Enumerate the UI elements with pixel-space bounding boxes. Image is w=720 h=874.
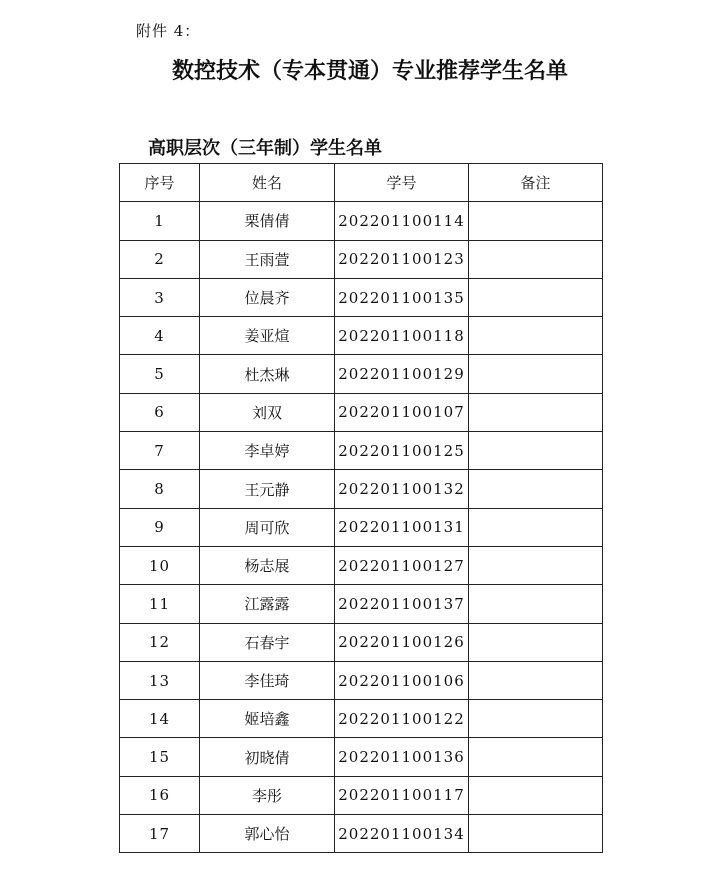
table-row	[120, 546, 603, 584]
cell-student-id: 202201100117	[335, 776, 469, 814]
cell-student-id: 202201100106	[335, 661, 469, 699]
table-row	[120, 700, 603, 738]
cell-name: 李彤	[200, 776, 335, 814]
cell-number: 4	[120, 317, 200, 355]
table-row	[120, 585, 603, 623]
cell-remarks	[469, 776, 603, 814]
cell-student-id: 202201100123	[335, 240, 469, 278]
cell-name: 刘双	[200, 393, 335, 431]
column-header-number: 序号	[120, 164, 200, 202]
cell-student-id: 202201100129	[335, 355, 469, 393]
cell-remarks	[469, 623, 603, 661]
cell-student-id: 202201100134	[335, 815, 469, 853]
table-body	[120, 202, 603, 853]
cell-student-id: 202201100135	[335, 278, 469, 316]
table-row	[120, 738, 603, 776]
cell-remarks	[469, 815, 603, 853]
cell-student-id: 202201100114	[335, 202, 469, 240]
cell-number: 2	[120, 240, 200, 278]
cell-number: 8	[120, 470, 200, 508]
cell-student-id: 202201100107	[335, 393, 469, 431]
cell-remarks	[469, 202, 603, 240]
cell-name: 姬培鑫	[200, 700, 335, 738]
cell-name: 江露露	[200, 585, 335, 623]
cell-number: 16	[120, 776, 200, 814]
cell-name: 杜杰琳	[200, 355, 335, 393]
cell-name: 初晓倩	[200, 738, 335, 776]
attachment-label: 附件 4：	[136, 22, 201, 40]
cell-name: 栗倩倩	[200, 202, 335, 240]
cell-number: 11	[120, 585, 200, 623]
cell-remarks	[469, 432, 603, 470]
table-row	[120, 776, 603, 814]
cell-name: 周可欣	[200, 508, 335, 546]
cell-number: 3	[120, 278, 200, 316]
cell-remarks	[469, 546, 603, 584]
table-row	[120, 508, 603, 546]
table-row	[120, 240, 603, 278]
cell-number: 6	[120, 393, 200, 431]
cell-remarks	[469, 738, 603, 776]
cell-remarks	[469, 317, 603, 355]
cell-remarks	[469, 700, 603, 738]
column-header-remarks: 备注	[469, 164, 603, 202]
cell-name: 石春宇	[200, 623, 335, 661]
cell-name: 王雨萱	[200, 240, 335, 278]
cell-student-id: 202201100132	[335, 470, 469, 508]
cell-student-id: 202201100125	[335, 432, 469, 470]
cell-number: 7	[120, 432, 200, 470]
cell-name: 位晨齐	[200, 278, 335, 316]
cell-remarks	[469, 585, 603, 623]
cell-name: 李佳琦	[200, 661, 335, 699]
table-row	[120, 815, 603, 853]
cell-student-id: 202201100122	[335, 700, 469, 738]
cell-student-id: 202201100131	[335, 508, 469, 546]
student-list-table	[119, 163, 603, 853]
cell-remarks	[469, 278, 603, 316]
cell-student-id: 202201100127	[335, 546, 469, 584]
table-row	[120, 661, 603, 699]
cell-remarks	[469, 508, 603, 546]
table-row	[120, 432, 603, 470]
cell-student-id: 202201100126	[335, 623, 469, 661]
cell-number: 12	[120, 623, 200, 661]
table-row	[120, 355, 603, 393]
cell-remarks	[469, 240, 603, 278]
cell-name: 李卓婷	[200, 432, 335, 470]
cell-number: 10	[120, 546, 200, 584]
cell-name: 杨志展	[200, 546, 335, 584]
document-title: 数控技术（专本贯通）专业推荐学生名单	[171, 58, 568, 84]
table-row	[120, 470, 603, 508]
cell-number: 17	[120, 815, 200, 853]
section-heading: 高职层次（三年制）学生名单	[148, 138, 382, 159]
table-row	[120, 317, 603, 355]
table-row	[120, 202, 603, 240]
cell-number: 13	[120, 661, 200, 699]
cell-number: 15	[120, 738, 200, 776]
cell-number: 5	[120, 355, 200, 393]
cell-number: 14	[120, 700, 200, 738]
column-header-name: 姓名	[200, 164, 335, 202]
cell-name: 郭心怡	[200, 815, 335, 853]
column-header-student-id: 学号	[335, 164, 469, 202]
cell-student-id: 202201100118	[335, 317, 469, 355]
table-row	[120, 623, 603, 661]
cell-name: 姜亚煊	[200, 317, 335, 355]
cell-student-id: 202201100136	[335, 738, 469, 776]
cell-name: 王元静	[200, 470, 335, 508]
table-row	[120, 278, 603, 316]
table-row	[120, 393, 603, 431]
cell-student-id: 202201100137	[335, 585, 469, 623]
cell-remarks	[469, 470, 603, 508]
cell-number: 9	[120, 508, 200, 546]
table-header-row	[120, 164, 603, 202]
cell-remarks	[469, 661, 603, 699]
cell-remarks	[469, 355, 603, 393]
cell-remarks	[469, 393, 603, 431]
cell-number: 1	[120, 202, 200, 240]
